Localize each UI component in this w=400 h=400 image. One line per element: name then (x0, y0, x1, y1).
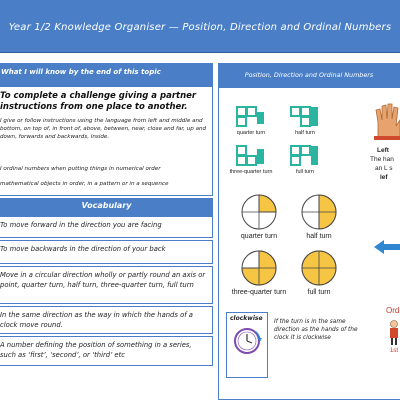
lego-label: three-quarter turn (229, 169, 273, 175)
lego-label: quarter turn (236, 130, 266, 136)
left-note-title: Left (377, 147, 389, 154)
learn-heading: What I will know by the end of this topic (1, 68, 161, 76)
quarter-turn-circle (240, 193, 278, 231)
vocab-text: A number defining the position of something in a series, such as ‘first’, ‘second’, or ‘third’ etc (0, 341, 192, 359)
lego-quarter-turn-icon (236, 106, 266, 128)
ordinal-heading: Ord (386, 306, 400, 315)
lego-label: full turn (295, 169, 315, 175)
right-heading-bar (218, 63, 400, 88)
left-note-line: The han (370, 156, 394, 163)
clock-icon (232, 326, 262, 356)
vocab-text: Move in a circular direction wholly or partly round an axis or point, quarter turn, half turn, three-quarter turn, full turn (0, 271, 206, 289)
lego-full-turn-icon (290, 145, 320, 167)
left-arrow-icon (374, 240, 400, 254)
half-turn-circle (300, 193, 338, 231)
learn-heading-bar (0, 63, 213, 86)
ordinal-first: 1st (390, 348, 399, 354)
lego-three-quarter-turn-icon (236, 145, 266, 167)
turn-label: half turn (306, 233, 332, 240)
turn-label: full turn (307, 289, 331, 296)
person-icon (388, 320, 400, 346)
vocab-row (0, 336, 213, 366)
clockwise-title: clockwise (230, 315, 263, 322)
vocab-heading: Vocabulary (81, 201, 132, 210)
vocab-text: In the same direction as the way in which the hands of a clock move round. (0, 311, 193, 329)
page-title: Year 1/2 Knowledge Organiser — Position, Direction and Ordinal Numbers (8, 22, 392, 33)
full-turn-circle (300, 249, 338, 287)
learn-para-2: I ordinal numbers when putting things in numerical order (0, 166, 161, 172)
vocab-row (0, 266, 213, 304)
learn-para-1: I give or follow instructions using the language from left and middle and bottom, on top of, in front of, above, between, near, close and far, up and down, forwards and backwards, inside. (0, 118, 207, 140)
turn-label: quarter turn (240, 233, 278, 240)
vocab-text: To move forward in the direction you are facing (0, 221, 162, 229)
left-note-line: an L s (375, 165, 393, 172)
turn-fill-sector (259, 195, 276, 212)
vocab-row (0, 306, 213, 334)
lego-half-turn-icon (290, 106, 320, 128)
title-bar (0, 0, 400, 53)
left-hand-icon (374, 102, 400, 140)
lego-label: half turn (295, 130, 315, 136)
learn-goal: To complete a challenge giving a partner instructions from one place to another. (0, 91, 197, 112)
learn-box (0, 86, 213, 196)
three-quarter-turn-circle (240, 249, 278, 287)
turn-label: three-quarter turn (231, 289, 287, 296)
vocab-row (0, 216, 213, 238)
vocab-row (0, 240, 213, 264)
vocab-heading-bar (0, 198, 213, 216)
learn-para-3: mathematical objects in order, in a pattern or in a sequence (0, 181, 169, 187)
left-note-line: lef (380, 174, 388, 181)
clockwise-note: If the turn is in the same direction as the hands of the clock it is clockwise (274, 319, 358, 341)
left-note (370, 146, 400, 182)
right-heading: Position, Direction and Ordinal Numbers (244, 71, 374, 79)
vocab-text: To move backwards in the direction of your back (0, 245, 166, 253)
